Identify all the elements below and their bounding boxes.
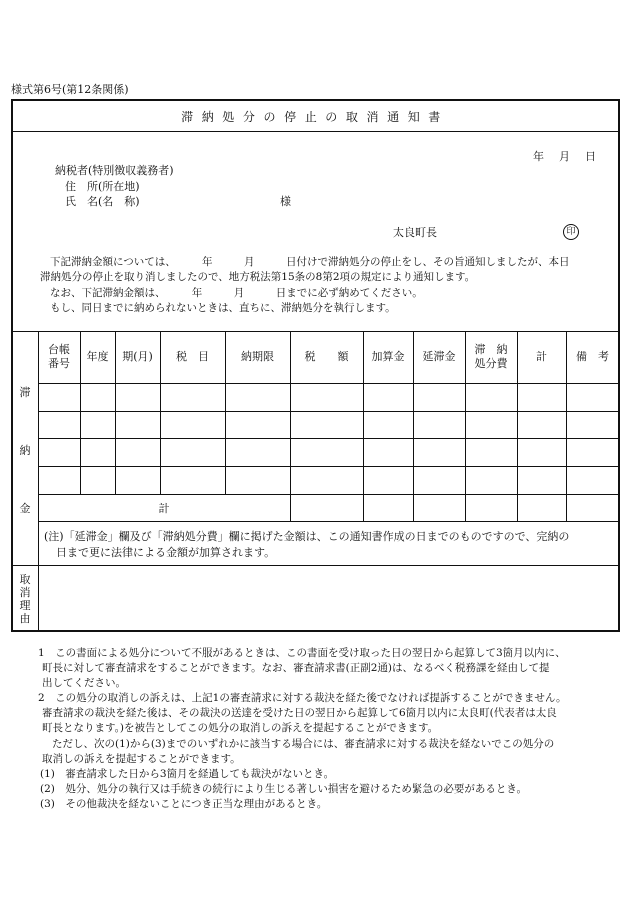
lawsuit-note-2-line-2: 審査請求の裁決を経た後は、その裁決の送達を受けた日の翌日から起算して6箇月以内に太良町(代表者は太良: [42, 707, 557, 719]
cancel-reason-top-border: [12, 565, 619, 566]
col-header-ledger-no: 台帳 番号: [48, 343, 70, 370]
charges-note-line-1: (注)「延滞金」欄及び「滞納処分費」欄に掲げた金額は、この通知書作成の日までのものですので、完納の: [44, 530, 570, 543]
lawsuit-note-2-line-4: ただし、次の(1)から(3)までのいずれかに該当する場合には、審査請求に対する裁決を経ないでこの処分の: [52, 738, 555, 750]
col-header-tax-amount: 税 額: [304, 350, 349, 363]
exception-item-2: (2) 処分、処分の執行又は手続きの続行により生じる著しい損害を避けるため緊急の必要があるとき。: [40, 783, 527, 795]
honorific: 様: [280, 195, 291, 208]
body-line-3: なお、下記滞納金額は、 年 月 日までに必ず納めてください。: [50, 287, 423, 299]
body-line-1: 下記滞納金額については、 年 月 日付けで滞納処分の停止をし、その旨通知しましたが、本日: [50, 256, 570, 268]
col-header-remarks: 備 考: [576, 350, 609, 363]
charges-note-line-2: 日まで更に法律による金額が加算されます。: [56, 546, 276, 559]
exception-item-1: (1) 審査請求した日から3箇月を経過しても裁決がないとき。: [40, 768, 335, 780]
address-label: 住 所(所在地): [65, 180, 140, 193]
col-header-tax-item: 税 目: [176, 350, 209, 363]
appeal-note-1-line-3: 出してください。: [42, 677, 126, 689]
lawsuit-note-2-line-5: 取消しの訴えを提起することができます。: [42, 753, 241, 765]
col-header-delinquency-charge: 延滞金: [422, 350, 456, 363]
col-header-disposition-fee: 滞 納 処分費: [474, 343, 508, 370]
side-label-char-3: 金: [19, 502, 31, 515]
appeal-note-1-line-1: 1 この書面による処分について不服があるときは、この書面を受け取った日の翌日から起算して3箇月以内に、: [38, 647, 566, 659]
appeal-note-1-line-2: 町長に対して審査請求をすることができます。なお、審査請求書(正副2通)は、なるべく税務課を経由して提: [42, 662, 550, 674]
form-reference: 様式第6号(第12条関係): [11, 83, 129, 96]
issuer-title: 太良町長: [393, 226, 437, 239]
side-label-char-1: 滞: [19, 386, 31, 399]
col-header-period: 期(月): [122, 350, 153, 363]
cancel-reason-label: 取 消 理 由: [19, 573, 31, 625]
lawsuit-note-2-line-1: 2 この処分の取消しの訴えは、上記1の審査請求に対する裁決を経た後でなければ提訴することができません。: [38, 692, 567, 704]
name-label: 氏 名(名 称): [65, 195, 140, 208]
col-header-additional-tax: 加算金: [371, 350, 405, 363]
table-row: [38, 494, 619, 495]
table-row: [38, 466, 619, 467]
col-header-year: 年度: [86, 350, 109, 363]
exception-item-3: (3) その他裁決を経ないことにつき正当な理由があるとき。: [40, 798, 328, 810]
col-header-due-date: 納期限: [241, 350, 274, 363]
total-row-bottom: [38, 521, 619, 522]
table-top-border: [12, 331, 619, 332]
title-divider: [12, 131, 619, 132]
body-line-4: もし、同日までに納められないときは、直ちに、滞納処分を執行します。: [50, 302, 396, 314]
table-row: [38, 438, 619, 439]
table-row: [38, 383, 619, 384]
table-row: [38, 411, 619, 412]
side-label-char-2: 納: [19, 444, 31, 457]
document-title: 滞納処分の停止の取消通知書: [181, 110, 449, 124]
side-label-divider: [38, 331, 39, 631]
col-header-total: 計: [536, 350, 547, 363]
official-seal-mark: 印: [563, 224, 579, 240]
lawsuit-note-2-line-3: 町長となります。)を被告としてこの処分の取消しの訴えを提起することができます。: [42, 722, 439, 734]
taxpayer-label: 納税者(特別徴収義務者): [55, 164, 174, 177]
charges-note: [44, 529, 569, 561]
date-line: 年 月 日: [533, 150, 598, 163]
total-row-label: 計: [158, 502, 170, 515]
body-line-2: 滞納処分の停止を取り消しましたので、地方税法第15条の8第2項の規定により通知します。: [40, 271, 476, 283]
